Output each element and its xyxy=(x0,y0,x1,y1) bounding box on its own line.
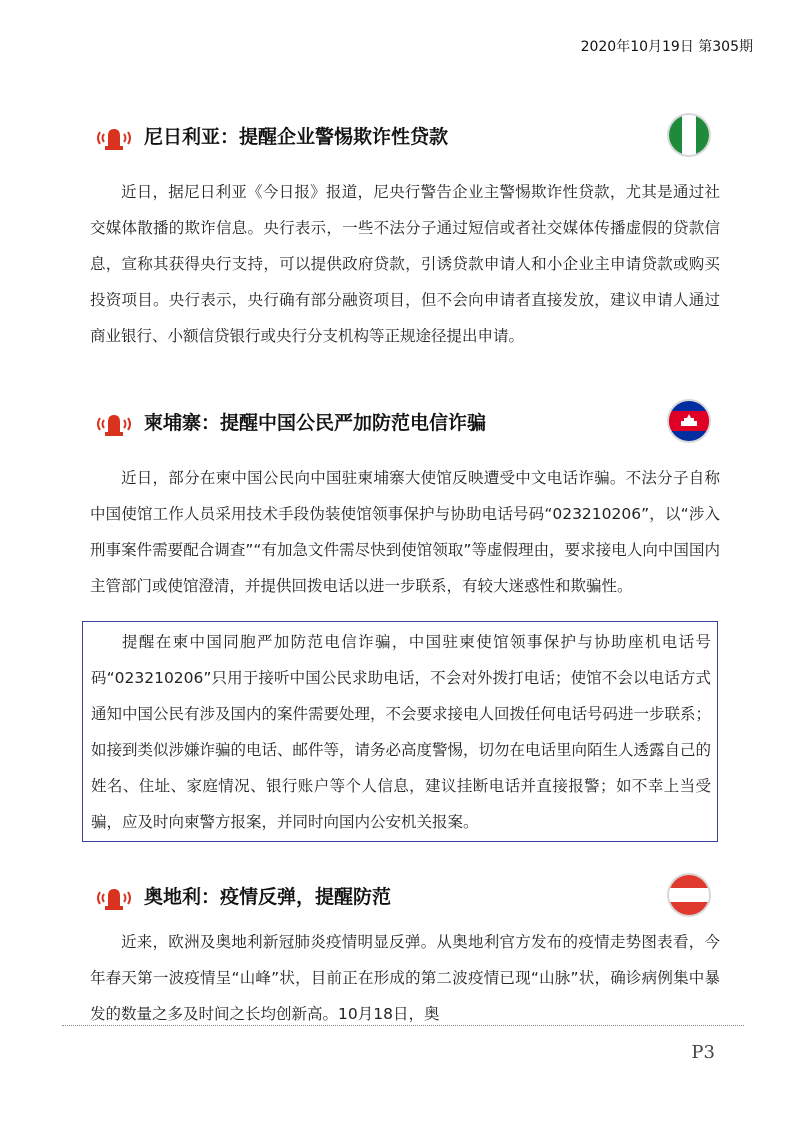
section-title: 奥地利：疫情反弹，提醒防范 xyxy=(144,886,392,908)
section-header xyxy=(0,398,793,448)
section-header xyxy=(0,112,793,162)
alarm-bell-icon xyxy=(94,884,134,912)
cambodia-flag-icon xyxy=(666,398,712,444)
alarm-bell-icon xyxy=(94,410,134,438)
page-number: P3 xyxy=(691,1042,715,1063)
austria-flag-icon xyxy=(666,872,712,918)
section-paragraph: 近来，欧洲及奥地利新冠肺炎疫情明显反弹。从奥地利官方发布的疫情走势图表看，今年春天第一波疫情呈“山峰”状，目前正在形成的第二波疫情已现“山脉”状，确诊病例集中暴发的数量之多及时间之长均创新高。10月18日，奥 xyxy=(90,933,720,1023)
section-title: 柬埔寨：提醒中国公民严加防范电信诈骗 xyxy=(144,412,487,434)
alarm-bell-icon xyxy=(94,124,134,152)
issue-date-line: 2020年10月19日 第305期 xyxy=(580,39,753,55)
nigeria-flag-icon xyxy=(666,112,712,158)
section-title: 尼日利亚：提醒企业警惕欺诈性贷款 xyxy=(144,126,449,148)
section-paragraph: 近日，据尼日利亚《今日报》报道，尼央行警告企业主警惕欺诈性贷款，尤其是通过社交媒体散播的欺诈信息。央行表示，一些不法分子通过短信或者社交媒体传播虚假的贷款信息，宣称其获得央行支持，可以提供政府贷款，引诱贷款申请人和小企业主申请贷款或购买投资项目。央行表示，央行确有部分融资项目，但不会向申请者直接发放，建议申请人通过商业银行、小额信贷银行或央行分支机构等正规途径提出申请。 xyxy=(90,183,720,345)
reminder-paragraph: 提醒在柬中国同胞严加防范电信诈骗，中国驻柬使馆领事保护与协助座机电话号码“023210206”只用于接听中国公民求助电话，不会对外拨打电话；使馆不会以电话方式通知中国公民有涉及国内的案件需要处理，不会要求接电人回拨任何电话号码进一步联系；如接到类似涉嫌诈骗的电话、邮件等，请务必高度警惕，切勿在电话里向陌生人透露自己的姓名、住址、家庭情况、银行账户等个人信息，建议挂断电话并直接报警；如不幸上当受骗，应及时向柬警方报案，并同时向国内公安机关报案。 xyxy=(91,633,712,831)
section-paragraph: 近日，部分在柬中国公民向中国驻柬埔寨大使馆反映遭受中文电话诈骗。不法分子自称中国使馆工作人员采用技术手段伪装使馆领事保护与协助电话号码“023210206”，以“涉入刑事案件需要配合调查”“有加急文件需尽快到使馆领取”等虚假理由，要求接电人向中国国内主管部门或使馆澄清，并提供回拨电话以进一步联系，有较大迷惑性和欺骗性。 xyxy=(90,469,720,595)
footer-divider xyxy=(62,1025,744,1026)
section-header xyxy=(0,872,793,922)
reminder-box xyxy=(82,621,718,842)
